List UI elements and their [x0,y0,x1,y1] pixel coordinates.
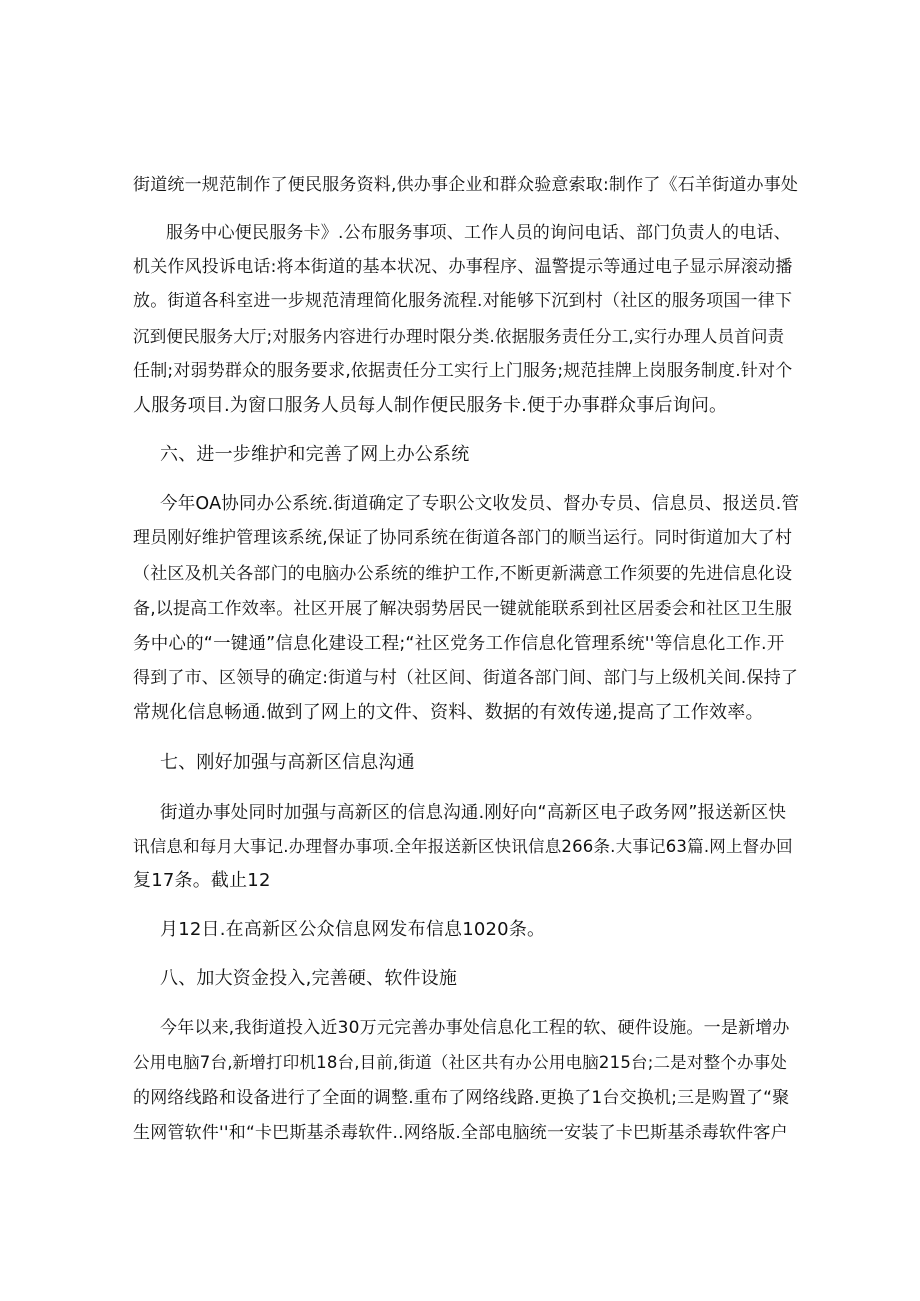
text-line: 放。街道各科室进一步规范清理简化服务流程.对能够下沉到村（社区的服务项国一律下 [133,291,793,311]
text-line: （社区及机关各部门的电脑办公系统的维护工作,不断更新满意工作须要的先进信息化设 [133,564,793,584]
text-line: 讯信息和每月大事记.办理督办事项.全年报送新区快讯信息266条.大事记63篇.网上督办回 [133,837,793,856]
section-heading: 八、加大资金投入,完善硬、软件设施 [160,968,458,989]
text-line: 机关作风投诉电话:将本街道的基本状况、办事程序、温警提示等通过电子显示屏滚动播 [133,257,793,277]
text-line: 务中心的“一键通”信息化建设工程;“社区党务工作信息化管理系统''等信息化工作.开 [133,634,785,654]
text-line: 服务中心便民服务卡》.公布服务事项、工作人员的询问电话、部门负责人的电话、 [166,223,791,243]
text-line: 的网络线路和设备进行了全面的调整.重布了网络线路.更换了1台交换机;三是购置了“聚 [133,1088,790,1108]
text-line: 常规化信息畅通.做到了网上的文件、资料、数据的有效传递,提高了工作效率。 [133,702,764,723]
text-line: 理员刚好维护管理该系统,保证了协同系统在街道各部门的顺当运行。同时街道加大了村 [133,528,793,548]
text-line: 复17条。截止12 [133,870,271,891]
text-line: 沉到便民服务大厅;对服务内容进行办理时限分类.依据服务责任分工,实行办理人员首问责 [133,327,785,346]
text-line: 得到了市、区领导的确定:街道与村（社区间、街道各部门间、部门与上级机关间.保持了 [133,668,799,688]
text-line: 备,以提高工作效率。社区开展了解决弱势居民一键就能联系到社区居委会和社区卫生服 [133,599,793,619]
section-heading: 七、刚好加强与高新区信息沟通 [160,752,415,773]
text-line: 月12日.在高新区公众信息网发布信息1020条。 [160,919,546,940]
text-line: 今年OA协同办公系统.街道确定了专职公文收发员、督办专员、信息员、报送员.管 [160,494,800,514]
text-line: 街道统一规范制作了便民服务资料,供办事企业和群众验意索取:制作了《石羊街道办事处 [133,175,799,195]
section-heading: 六、进一步维护和完善了网上办公系统 [160,444,470,465]
text-line: 街道办事处同时加强与高新区的信息沟通.刚好向“高新区电子政务网”报送新区快 [160,803,787,823]
text-line: 生网管软件''和“卡巴斯基杀毒软件..网络版.全部电脑统一安装了卡巴斯基杀毒软件客户 [133,1123,788,1143]
text-line: 人服务项目.为窗口服务人员每人制作便民服务卡.便于办事群众事后询问。 [133,395,728,416]
text-line: 任制;对弱势群众的服务要求,依据责任分工实行上门服务;规范挂牌上岗服务制度.针对个 [133,361,793,381]
text-line: 公用电脑7台,新增打印机18台,目前,街道（社区共有办公用电脑215台;二是对整个办事处 [133,1053,788,1072]
text-line: 今年以来,我街道投入近30万元完善办事处信息化工程的软、硬件设施。一是新增办 [160,1018,790,1038]
